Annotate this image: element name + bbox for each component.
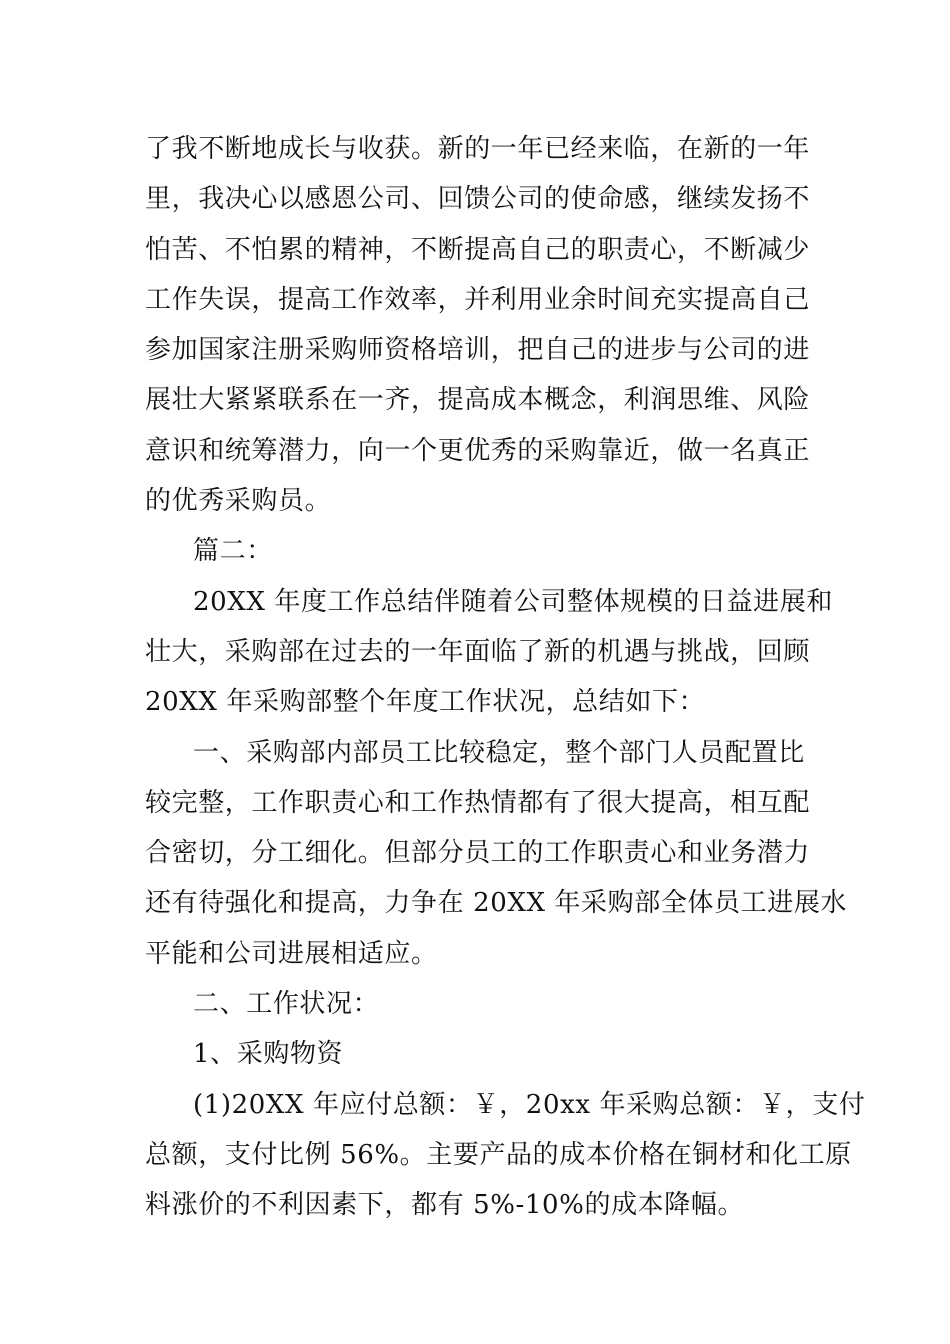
paragraph-line: 里，我决心以感恩公司、回馈公司的使命感，继续发扬不 [145, 184, 811, 215]
paragraph-line: 料涨价的不利因素下，都有 5%-10%的成本降幅。 [145, 1190, 745, 1221]
subsection-heading: 1、采购物资 [193, 1039, 344, 1070]
document-body [145, 124, 866, 1231]
paragraph-line: 合密切，分工细化。但部分员工的工作职责心和业务潜力 [145, 838, 811, 869]
paragraph-line: 意识和统筹潜力，向一个更优秀的采购靠近，做一名真正 [145, 435, 811, 466]
paragraph-line: 20XX 年度工作总结伴随着公司整体规模的日益进展和 [193, 586, 833, 617]
section-heading: 篇二： [193, 536, 273, 567]
paragraph-line: 较完整，工作职责心和工作热情都有了很大提高，相互配 [145, 787, 811, 818]
paragraph-line: 怕苦、不怕累的精神，不断提高自己的职责心，不断减少 [145, 234, 811, 265]
paragraph-line: 还有待强化和提高，力争在 20XX 年采购部全体员工进展水 [145, 888, 848, 919]
paragraph-line: 了我不断地成长与收获。新的一年已经来临，在新的一年 [145, 134, 811, 164]
paragraph-line: 参加国家注册采购师资格培训，把自己的进步与公司的进 [145, 335, 811, 366]
paragraph-line: 20XX 年采购部整个年度工作状况，总结如下： [145, 687, 706, 718]
section-heading: 二、工作状况： [193, 989, 380, 1020]
paragraph-line: 一、采购部内部员工比较稳定，整个部门人员配置比 [193, 737, 805, 768]
paragraph-line: 工作失误，提高工作效率，并利用业余时间充实提高自己 [145, 284, 811, 315]
paragraph-line: 壮大，采购部在过去的一年面临了新的机遇与挑战，回顾 [145, 636, 811, 667]
paragraph-line: 展壮大紧紧联系在一齐，提高成本概念，利润思维、风险 [145, 385, 811, 416]
paragraph-line: 的优秀采购员。 [145, 486, 332, 517]
paragraph-line: (1)20XX 年应付总额：￥，20xx 年采购总额：￥，支付 [193, 1089, 866, 1120]
paragraph-line: 平能和公司进展相适应。 [145, 938, 438, 969]
paragraph-line: 总额，支付比例 56%。主要产品的成本价格在铜材和化工原 [145, 1139, 852, 1170]
